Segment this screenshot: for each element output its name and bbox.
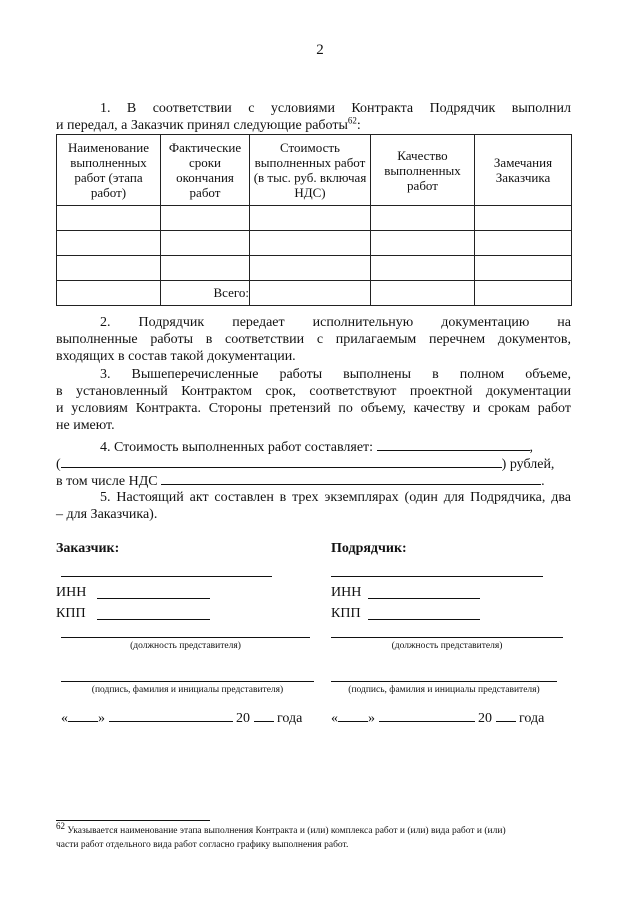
clause-2-line-2: выполненные работы в соответствии с прилагаемым перечнем документов,: [56, 332, 571, 347]
footnote-separator: [56, 820, 210, 821]
customer-date: [61, 708, 302, 727]
table-cell[interactable]: [161, 206, 250, 231]
footnote-line-2: части работ отдельного вида работ согласно графику выполнения работ.: [56, 840, 349, 850]
customer-day-blank[interactable]: [68, 708, 98, 722]
table-cell[interactable]: [57, 256, 161, 281]
table-cell[interactable]: [250, 206, 371, 231]
customer-name-line[interactable]: [61, 576, 272, 577]
header-work-name: Наименование выполненных работ (этапа работ): [57, 135, 161, 206]
table-cell[interactable]: [475, 256, 572, 281]
clause-5-line-2: – для Заказчика).: [56, 507, 158, 522]
customer-signature-line[interactable]: [61, 681, 314, 682]
contractor-signature-line[interactable]: [331, 681, 557, 682]
clause-4-open-paren: (: [56, 457, 61, 472]
contractor-position-caption: (должность представителя): [391, 641, 503, 651]
table-cell[interactable]: [250, 231, 371, 256]
clause-3-line-2: в установленный Контрактом срок, соответствуют проектной документации: [56, 384, 571, 399]
customer-date-close-quote: »: [98, 711, 105, 726]
customer-date-open-quote: «: [61, 711, 68, 726]
clause-4-line-3: [56, 471, 576, 490]
customer-year-blank[interactable]: [254, 708, 274, 722]
table-cell[interactable]: [161, 231, 250, 256]
contractor-month-blank[interactable]: [379, 708, 475, 722]
customer-year-prefix: 20: [236, 711, 250, 726]
table-row: [57, 256, 572, 281]
customer-inn-label: ИНН: [56, 585, 87, 600]
contractor-inn-field[interactable]: [368, 598, 480, 599]
contractor-year-blank[interactable]: [496, 708, 516, 722]
table-cell[interactable]: [57, 206, 161, 231]
clause-4-comma: ,: [529, 440, 534, 455]
contractor-year-prefix: 20: [478, 711, 492, 726]
clause-2-line-1: 2. Подрядчик передает исполнительную документацию на: [100, 315, 571, 330]
table-cell[interactable]: [250, 256, 371, 281]
clause-1-line-2: [56, 117, 576, 134]
footnote-marker: 62: [56, 820, 65, 831]
table-cell[interactable]: [57, 231, 161, 256]
contractor-inn-label: ИНН: [331, 585, 362, 600]
table-cell[interactable]: [371, 256, 475, 281]
contractor-name-line[interactable]: [331, 576, 543, 577]
table-cell[interactable]: [57, 281, 161, 306]
contractor-year-suffix: года: [519, 711, 545, 726]
table-cell[interactable]: [475, 231, 572, 256]
clause-3-line-4: не имеют.: [56, 418, 115, 433]
customer-kpp-label: КПП: [56, 606, 86, 621]
table-total-row: [57, 281, 572, 306]
customer-heading: Заказчик:: [56, 541, 120, 556]
table-row: [57, 206, 572, 231]
contractor-heading: Подрядчик:: [331, 541, 407, 556]
table-cell[interactable]: [161, 256, 250, 281]
customer-signature-caption: (подпись, фамилия и инициалы представителя): [91, 685, 284, 695]
footnote-line-1: [56, 820, 586, 838]
clause-4-cost-label: 4. Стоимость выполненных работ составляет:: [100, 440, 374, 455]
footnote: [56, 820, 586, 852]
clause-5-line-1: 5. Настоящий акт составлен в трех экземплярах (один для Подрядчика, два: [100, 490, 571, 505]
total-label: Всего:: [161, 281, 250, 306]
contractor-kpp-field[interactable]: [368, 619, 480, 620]
vat-blank[interactable]: [161, 471, 541, 485]
total-cost-cell[interactable]: [250, 281, 371, 306]
clause-1-colon: :: [356, 118, 361, 133]
clause-2-line-3: входящих в состав такой документации.: [56, 349, 296, 364]
table-cell[interactable]: [371, 231, 475, 256]
customer-year-suffix: года: [277, 711, 303, 726]
customer-month-blank[interactable]: [109, 708, 233, 722]
works-table: [56, 134, 572, 306]
clause-1-line-1: 1. В соответствии с условиями Контракта Подрядчик выполнил: [100, 101, 571, 116]
page-number: 2: [316, 42, 324, 58]
header-remarks: Замечания Заказчика: [475, 135, 572, 206]
customer-kpp-field[interactable]: [97, 619, 210, 620]
clause-4-period: .: [541, 474, 545, 489]
table-header-row: [57, 135, 572, 206]
table-cell[interactable]: [371, 281, 475, 306]
cost-figure-blank[interactable]: [377, 437, 530, 451]
clause-4-rubles: ) рублей,: [501, 457, 555, 472]
table-cell[interactable]: [475, 206, 572, 231]
contractor-kpp-label: КПП: [331, 606, 361, 621]
header-quality: Качество выполненных работ: [371, 135, 475, 206]
customer-position-caption: (должность представителя): [130, 641, 241, 651]
clause-1-text: и передал, а Заказчик принял следующие работы: [56, 118, 348, 133]
clause-3-line-3: и условиям Контракта. Стороны претензий по объему, качеству и срокам работ: [56, 401, 571, 416]
contractor-day-blank[interactable]: [338, 708, 368, 722]
header-actual-dates: Фактические сроки окончания работ: [161, 135, 250, 206]
contractor-date-open-quote: «: [331, 711, 338, 726]
contractor-position-line[interactable]: [331, 637, 563, 638]
table-row: [57, 231, 572, 256]
footnote-reference: 62: [347, 115, 357, 126]
clause-3-line-1: 3. Вышеперечисленные работы выполнены в полном объеме,: [100, 367, 571, 382]
contractor-date-close-quote: »: [368, 711, 375, 726]
cost-words-blank[interactable]: [61, 454, 502, 468]
table-cell[interactable]: [475, 281, 572, 306]
contractor-signature-caption: (подпись, фамилия и инициалы представителя): [348, 685, 540, 695]
customer-position-line[interactable]: [61, 637, 310, 638]
table-cell[interactable]: [371, 206, 475, 231]
header-cost: Стоимость выполненных работ (в тыс. руб. включая НДС): [250, 135, 371, 206]
clause-4-vat-label: в том числе НДС: [56, 474, 158, 489]
customer-inn-field[interactable]: [97, 598, 210, 599]
footnote-text-1: Указывается наименование этапа выполнения Контракта и (или) комплекса работ и (или) вида работ и (или): [67, 826, 506, 836]
contractor-date: [331, 708, 544, 727]
